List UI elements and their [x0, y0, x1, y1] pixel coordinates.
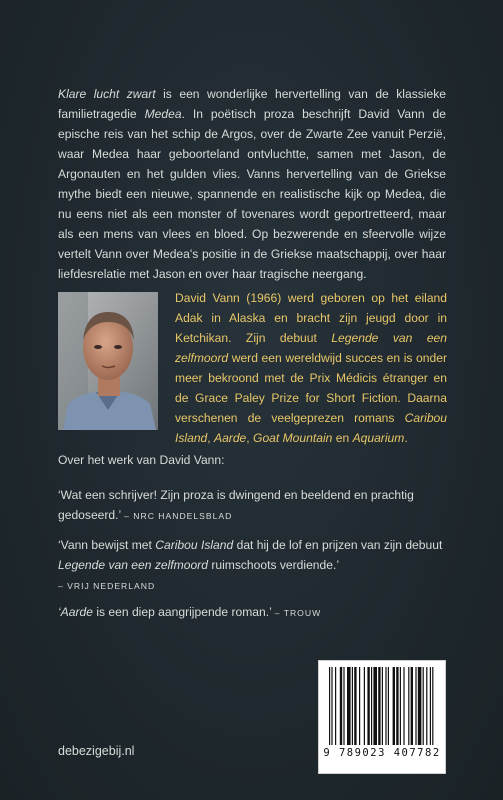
review-quote-nrc: ‘Wat een schrijver! Zijn proza is dwingend en beeldend en prachtig gedoseerd.’ – NRC HANDELSBLAD [58, 488, 414, 522]
author-photo [58, 292, 158, 430]
book-blurb: Klare lucht zwart is een wonderlijke hervertelling van de klassieke familietragedie Medea. In poëtisch proza beschrijft David Vann de epische reis van het schip de Argos, over de Zwarte Zee vanuit Perzië, waar Medea haar geboorteland ontvluchtte, samen met Jason, de Argonauten en het gulden vlies. Vanns hervertelling van de Griekse mythe biedt een nieuwe, spannende en realistische kijk op Medea, die nu eens niet als een monster of tovenares wordt geportretteerd, maar als een mens van vlees en bloed. Op bezwerende en sfeervolle wijze vertelt Vann over Medea's positie in de Griekse maatschappij, over haar liefdesrelatie met Jason en over haar tragische neergang. [58, 87, 446, 281]
isbn-barcode [318, 660, 446, 774]
review-source: – NRC HANDELSBLAD [124, 511, 233, 521]
review-quote-vn: ‘Vann bewijst met Caribou Island dat hij de lof en prijzen van zijn debuut Legende van een zelfmoord ruimschoots verdiende.’ – VRIJ NEDERLAND [58, 538, 443, 591]
review-quote-trouw: ‘Aarde is een diep aangrijpende roman.’ – TROUW [58, 605, 322, 619]
publisher-website-link[interactable]: debezigebij.nl [58, 744, 135, 758]
review-source: – TROUW [274, 608, 322, 618]
blurb-title: Klare lucht zwart [58, 87, 156, 101]
review-source: – VRIJ NEDERLAND [58, 581, 156, 591]
barcode-bars [327, 667, 437, 747]
author-bio: David Vann (1966) werd geboren op het eiland Adak in Alaska en bracht zijn jeugd door in Ketchikan. Zijn debuut Legende van een zelfmoord werd een wereldwijd succes en is onder meer bekroond met de Prix Médicis étranger en de Grace Paley Prize for Short Fiction. Daarna verschenen de veelgeprezen romans Caribou Island, Aarde, Goat Mountain en Aquarium. [175, 291, 448, 445]
reviews-heading: Over het werk van David Vann: [58, 453, 225, 467]
isbn-number: 9 789023 407782 [323, 747, 441, 759]
